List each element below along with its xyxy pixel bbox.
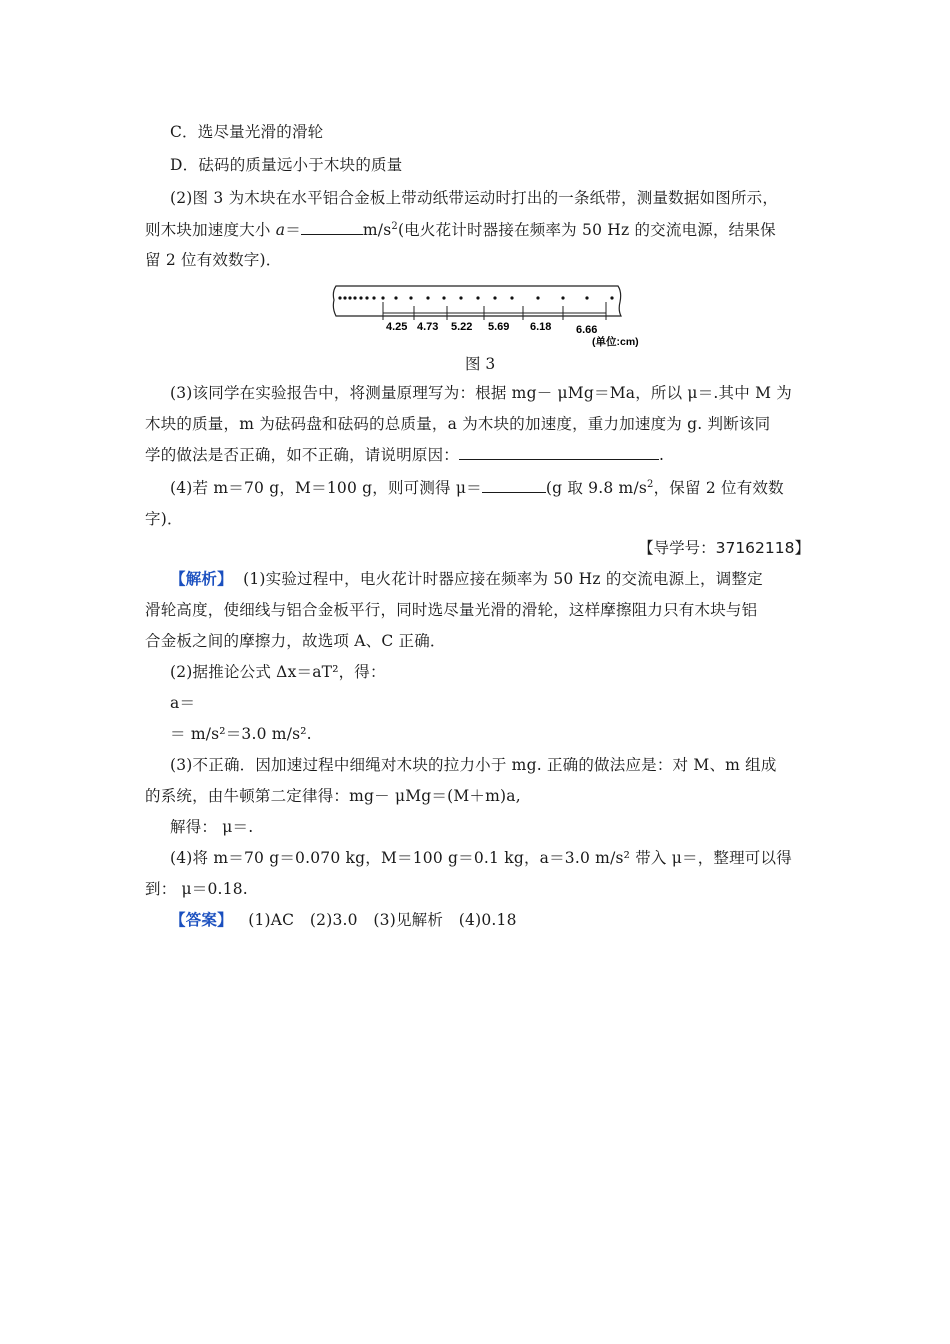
question-2-line-3: 留 2 位有效数字)． bbox=[145, 251, 282, 269]
segment-label-4: 5.69 bbox=[488, 321, 510, 333]
segment-label-5: 6.18 bbox=[530, 321, 552, 333]
solution-tag: 【解析】 bbox=[170, 570, 233, 588]
answer-line: 【答案】 (1)AC (2)3.0 (3)见解析 (4)0.18 bbox=[170, 911, 517, 929]
option-c: C．选尽量光滑的滑轮 bbox=[170, 123, 324, 141]
solution-2-line-3: ＝ m/s²＝3.0 m/s². bbox=[170, 725, 312, 743]
question-2-line-2: 则木块加速度大小 $a= m/s^2$(电火花计时器接在频率为 50 Hz 的交流电源，结果保 bbox=[145, 221, 776, 239]
unit-label: (单位:cm) bbox=[592, 336, 639, 348]
segment-label-3: 5.22 bbox=[451, 321, 473, 333]
question-3-line-1: (3)该同学在实验报告中，将测量原理写为：根据 mg－ μMg＝Ma，所以 μ＝.其中 M 为 bbox=[170, 384, 792, 402]
solution-1-line-3: 合金板之间的摩擦力，故选项 A、C 正确． bbox=[145, 632, 446, 650]
question-3-line-3: 学的做法是否正确，如不正确，请说明原因： . bbox=[145, 446, 665, 464]
tape-outline bbox=[333, 286, 621, 316]
question-4-line-2: 字)． bbox=[145, 510, 183, 528]
solution-3-line-3: 解得： μ＝. bbox=[170, 818, 254, 836]
solution-4-line-1: (4)将 m＝70 g＝0.070 kg，M＝100 g＝0.1 kg，a＝3.0 m/s² 带入 μ＝，整理可以得 bbox=[170, 849, 792, 867]
solution-3-line-2: 的系统，由牛顿第二定律得：mg－ μMg＝(M＋m)a, bbox=[145, 787, 521, 805]
solution-2-line-2: a＝ bbox=[170, 694, 196, 712]
solution-1-line-1: 【解析】 (1)实验过程中，电火花计时器应接在频率为 50 Hz 的交流电源上，调整定 bbox=[170, 570, 763, 588]
figure-caption: 图 3 bbox=[465, 355, 496, 373]
guide-number: 【导学号：37162118】 bbox=[638, 539, 810, 557]
question-2-line-1: (2)图 3 为木块在水平铝合金板上带动纸带运动时打出的一条纸带，测量数据如图所示， bbox=[170, 189, 779, 207]
segment-label-6: 6.66 bbox=[576, 324, 598, 336]
solution-1-line-2: 滑轮高度，使细线与铝合金板平行，同时选尽量光滑的滑轮，这样摩擦阻力只有木块与铝 bbox=[145, 601, 758, 619]
answer-blank-mu[interactable] bbox=[482, 478, 546, 493]
answer-blank-reason[interactable] bbox=[459, 445, 659, 460]
solution-3-line-1: (3)不正确．因加速过程中细绳对木块的拉力小于 mg. 正确的做法应是：对 M、m 组成 bbox=[170, 756, 777, 774]
answer-blank-a[interactable] bbox=[301, 220, 363, 235]
option-d: D．砝码的质量远小于木块的质量 bbox=[170, 156, 403, 174]
paper-tape-figure bbox=[330, 280, 639, 350]
solution-2-line-1: (2)据推论公式 Δx＝aT²，得： bbox=[170, 663, 386, 681]
segment-label-2: 4.73 bbox=[417, 321, 439, 333]
segment-label-1: 4.25 bbox=[386, 321, 408, 333]
tape-dots bbox=[338, 296, 613, 299]
answer-tag: 【答案】 bbox=[170, 911, 233, 929]
question-4-line-1: (4)若 m＝70 g，M＝100 g，则可测得 μ＝ (g 取 9.8 $m/s^2$，保留 2 位有效数 bbox=[170, 479, 784, 497]
tape-markers bbox=[383, 302, 606, 320]
solution-4-line-2: 到： μ＝0.18. bbox=[145, 880, 248, 898]
question-3-line-2: 木块的质量，m 为砝码盘和砝码的总质量，a 为木块的加速度，重力加速度为 g. 判断该同 bbox=[145, 415, 771, 433]
